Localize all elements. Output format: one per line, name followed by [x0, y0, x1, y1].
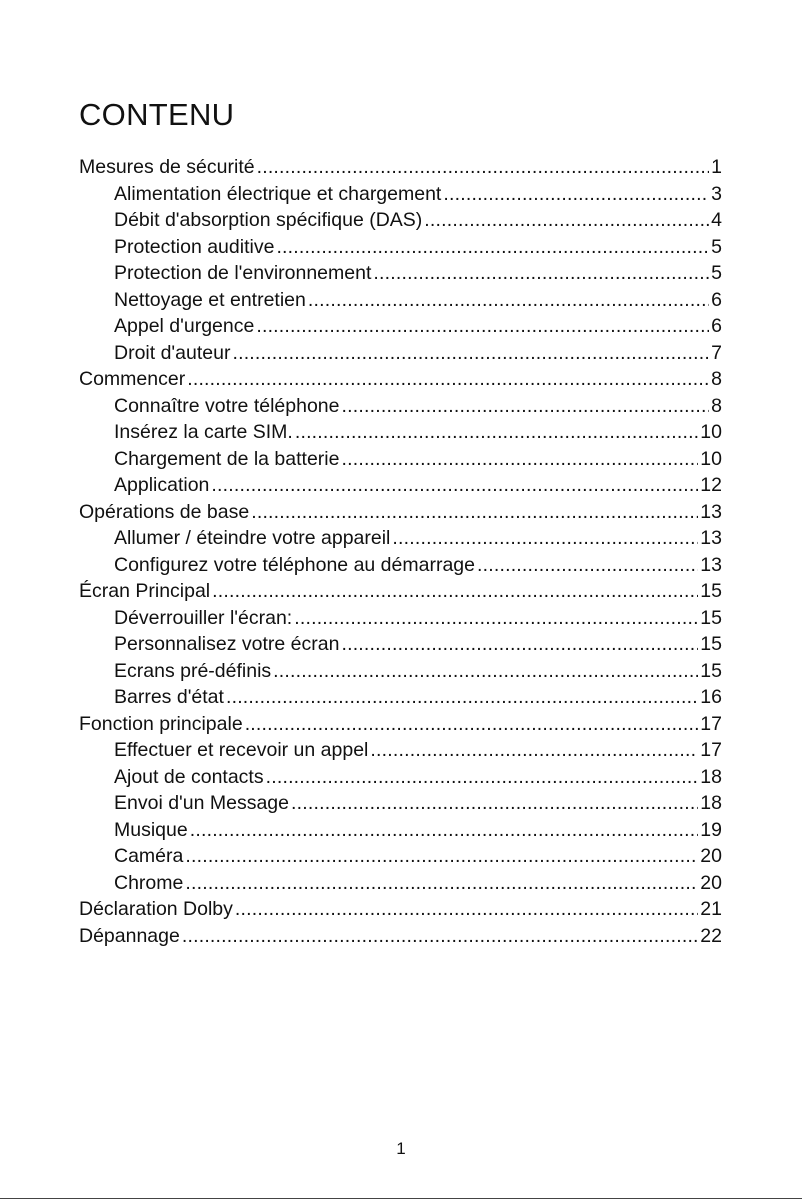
toc-entry-label: Alimentation électrique et chargement — [114, 182, 442, 205]
dot-leader — [251, 499, 698, 526]
toc-entry-page: 18 — [700, 792, 722, 814]
dot-leader — [273, 658, 698, 685]
toc-entry[interactable] — [79, 207, 722, 234]
dot-leader — [295, 419, 698, 446]
toc-entry-label: Fonction principale — [79, 712, 243, 735]
toc-entry-label: Musique — [114, 818, 188, 841]
toc-entry-label: Nettoyage et entretien — [114, 288, 306, 311]
dot-leader — [257, 154, 710, 181]
dot-leader — [443, 181, 709, 208]
toc-entry-page: 5 — [711, 262, 722, 284]
toc-entry-label: Effectuer et recevoir un appel — [114, 739, 369, 761]
dot-leader — [370, 737, 698, 764]
toc-entry[interactable] — [79, 393, 722, 420]
toc-entry[interactable] — [79, 525, 722, 552]
dot-leader — [182, 923, 698, 950]
toc-entry-page: 15 — [700, 606, 722, 629]
toc-entry-label: Caméra — [114, 845, 184, 867]
toc-entry-page: 13 — [700, 553, 722, 576]
toc-entry-label: Protection auditive — [114, 235, 275, 258]
toc-entry[interactable] — [79, 287, 722, 314]
dot-leader — [266, 764, 699, 791]
toc-entry-label: Ecrans pré-définis — [114, 659, 272, 682]
page-title: CONTENU — [79, 97, 235, 132]
page-number: 1 — [396, 1139, 406, 1158]
toc-entry[interactable] — [79, 181, 722, 208]
toc-entry[interactable] — [79, 737, 722, 764]
toc-entry[interactable] — [79, 578, 722, 605]
toc-entry-label: Protection de l'environnement — [114, 262, 372, 284]
dot-leader — [308, 287, 709, 314]
toc-entry-label: Déclaration Dolby — [79, 898, 233, 920]
toc-entry-label: Commencer — [79, 368, 186, 390]
bottom-divider — [0, 1198, 802, 1199]
toc-entry-page: 3 — [711, 182, 722, 205]
toc-entry[interactable] — [79, 896, 722, 923]
dot-leader — [294, 605, 698, 632]
toc-entry[interactable] — [79, 817, 722, 844]
toc-entry-label: Appel d'urgence — [114, 315, 255, 337]
toc-entry-label: Chrome — [114, 871, 184, 894]
toc-entry-label: Allumer / éteindre votre appareil — [114, 527, 391, 549]
dot-leader — [212, 578, 698, 605]
toc-entry-page: 13 — [700, 500, 722, 523]
toc-entry-label: Personnalisez votre écran — [114, 633, 340, 655]
toc-entry[interactable] — [79, 870, 722, 897]
dot-leader — [477, 552, 698, 579]
toc-entry[interactable] — [79, 605, 722, 632]
dot-leader — [392, 525, 698, 552]
toc-entry-page: 6 — [711, 288, 722, 311]
dot-leader — [235, 896, 698, 923]
toc-entry[interactable] — [79, 658, 722, 685]
toc-entry-label: Débit d'absorption spécifique (DAS) — [114, 209, 423, 231]
toc-entry-label: Dépannage — [79, 924, 180, 947]
toc-entry[interactable] — [79, 154, 722, 181]
toc-entry-page: 17 — [700, 739, 722, 761]
dot-leader — [276, 234, 709, 261]
toc-entry-label: Configurez votre téléphone au démarrage — [114, 553, 475, 576]
toc-entry[interactable] — [79, 313, 722, 340]
dot-leader — [190, 817, 699, 844]
toc-entry-label: Opérations de base — [79, 500, 250, 523]
toc-entry-label: Connaître votre téléphone — [114, 394, 340, 417]
toc-entry-page: 15 — [700, 633, 722, 655]
dot-leader — [424, 207, 709, 234]
dot-leader — [256, 313, 709, 340]
toc-entry-label: Application — [114, 474, 210, 496]
toc-entry[interactable] — [79, 631, 722, 658]
dot-leader — [373, 260, 709, 287]
toc-entry[interactable] — [79, 843, 722, 870]
toc-entry[interactable] — [79, 711, 722, 738]
toc-entry[interactable] — [79, 340, 722, 367]
toc-entry-page: 12 — [700, 474, 722, 496]
toc-entry-label: Insérez la carte SIM. — [114, 421, 293, 443]
toc-entry-page: 1 — [711, 156, 722, 178]
toc-entry-page: 17 — [700, 712, 722, 735]
toc-entry-page: 4 — [711, 209, 722, 231]
table-of-contents — [79, 154, 722, 949]
toc-entry-page: 5 — [711, 235, 722, 258]
toc-entry[interactable] — [79, 419, 722, 446]
dot-leader — [245, 711, 699, 738]
toc-entry-page: 10 — [700, 421, 722, 443]
toc-entry[interactable] — [79, 764, 722, 791]
toc-entry-page: 8 — [711, 394, 722, 417]
toc-entry-label: Ajout de contacts — [114, 765, 264, 788]
toc-entry[interactable] — [79, 552, 722, 579]
dot-leader — [226, 684, 698, 711]
toc-entry[interactable] — [79, 499, 722, 526]
dot-leader — [232, 340, 709, 367]
toc-entry[interactable] — [79, 234, 722, 261]
toc-entry-page: 8 — [711, 368, 722, 390]
toc-entry-label: Mesures de sécurité — [79, 156, 255, 178]
toc-entry-page: 18 — [700, 765, 722, 788]
toc-entry-page: 7 — [711, 341, 722, 364]
dot-leader — [342, 393, 710, 420]
dot-leader — [185, 870, 698, 897]
toc-entry[interactable] — [79, 790, 722, 817]
toc-entry-page: 13 — [700, 527, 722, 549]
toc-entry-page: 19 — [700, 818, 722, 841]
dot-leader — [211, 472, 698, 499]
toc-entry[interactable] — [79, 446, 722, 473]
toc-entry-label: Déverrouiller l'écran: — [114, 606, 293, 629]
toc-entry-page: 10 — [700, 447, 722, 470]
toc-entry-label: Chargement de la batterie — [114, 447, 340, 470]
dot-leader — [341, 446, 698, 473]
dot-leader — [185, 843, 698, 870]
toc-entry-page: 22 — [700, 924, 722, 947]
toc-entry-label: Écran Principal — [79, 580, 211, 602]
toc-entry[interactable] — [79, 260, 722, 287]
toc-entry-label: Envoi d'un Message — [114, 792, 289, 814]
toc-entry-page: 15 — [700, 659, 722, 682]
dot-leader — [291, 790, 698, 817]
dot-leader — [187, 366, 709, 393]
toc-entry-page: 20 — [700, 871, 722, 894]
toc-entry-page: 6 — [711, 315, 722, 337]
toc-entry-page: 20 — [700, 845, 722, 867]
toc-entry[interactable] — [79, 684, 722, 711]
toc-entry-page: 21 — [700, 898, 722, 920]
toc-entry[interactable] — [79, 923, 722, 950]
toc-entry[interactable] — [79, 366, 722, 393]
toc-entry-label: Droit d'auteur — [114, 341, 231, 364]
toc-entry[interactable] — [79, 472, 722, 499]
toc-entry-label: Barres d'état — [114, 686, 224, 708]
toc-entry-page: 15 — [700, 580, 722, 602]
toc-entry-page: 16 — [700, 686, 722, 708]
dot-leader — [341, 631, 698, 658]
